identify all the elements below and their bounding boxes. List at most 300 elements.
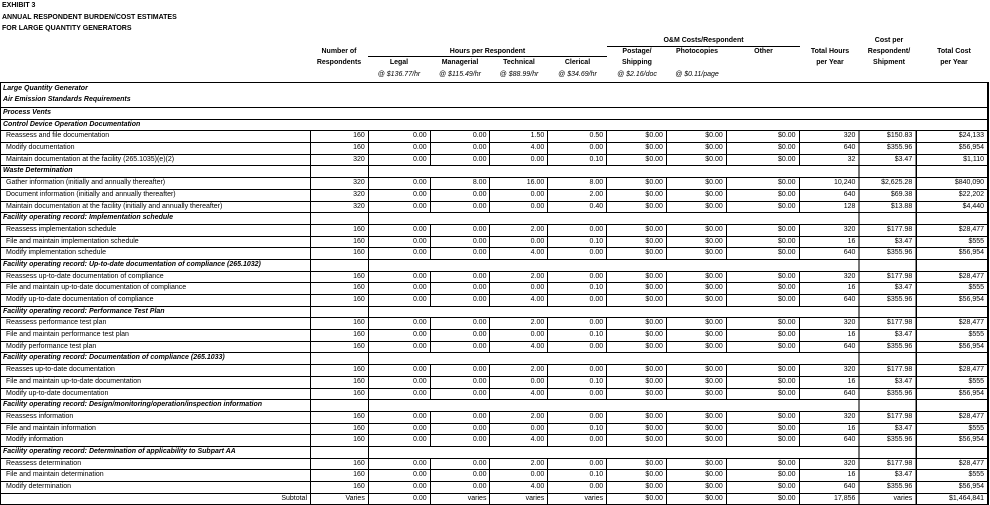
other-cell: $0.00 bbox=[726, 295, 799, 306]
managerial-hours-cell: 0.00 bbox=[430, 377, 490, 388]
section-header-row bbox=[1, 306, 987, 318]
section-header-row bbox=[1, 259, 987, 271]
section-header-row bbox=[1, 399, 987, 411]
other-cell: $0.00 bbox=[726, 143, 799, 154]
clerical-hours-cell: 0.10 bbox=[547, 237, 606, 248]
activity-cell: File and maintain information bbox=[6, 424, 96, 432]
managerial-rate: @ $115.49/hr bbox=[438, 71, 481, 78]
technical-hours-cell: 0.00 bbox=[489, 283, 547, 294]
activity-cell: Maintain documentation at the facility (265.1035)(e)(2) bbox=[6, 155, 175, 163]
clerical-hours-cell: 0.00 bbox=[547, 435, 606, 446]
clerical-hours-cell: 0.00 bbox=[547, 459, 606, 470]
postage-cell: $0.00 bbox=[606, 342, 666, 353]
section-title: Facility operating record: Up-to-date documentation of compliance (265.1032) bbox=[3, 260, 261, 268]
section-title: Process Vents bbox=[3, 109, 51, 116]
postage-cell: $0.00 bbox=[606, 330, 666, 341]
other-cell: $0.00 bbox=[726, 225, 799, 236]
technical-hours-cell: 4.00 bbox=[489, 295, 547, 306]
table-row bbox=[1, 142, 987, 154]
empty-cell bbox=[310, 213, 368, 224]
photocopies-cell: $0.00 bbox=[666, 330, 726, 341]
table-row bbox=[1, 423, 987, 435]
total-cost-header: Total Cost bbox=[937, 48, 971, 55]
technical-hours-cell: 16.00 bbox=[489, 178, 547, 189]
total-hours-cell: 640 bbox=[799, 389, 859, 400]
other-cell: $0.00 bbox=[726, 482, 799, 493]
managerial-hours-cell: 0.00 bbox=[430, 248, 490, 259]
cost-per-header-2: Respondent/ bbox=[867, 48, 911, 55]
empty-span bbox=[368, 260, 858, 271]
cost-per-respondent-cell: $3.47 bbox=[858, 330, 916, 341]
empty-cell bbox=[916, 307, 987, 318]
clerical-hours-cell: 0.10 bbox=[547, 283, 606, 294]
legal-hours-cell: 0.00 bbox=[368, 494, 430, 505]
cost-per-respondent-cell: $177.98 bbox=[858, 225, 916, 236]
table-row bbox=[1, 341, 987, 353]
postage-cell: $0.00 bbox=[606, 494, 666, 505]
clerical-hours-cell: 0.00 bbox=[547, 482, 606, 493]
cost-per-respondent-cell: $177.98 bbox=[858, 459, 916, 470]
photocopies-cell: $0.00 bbox=[666, 295, 726, 306]
activity-cell: File and maintain up-to-date documentation bbox=[6, 377, 142, 385]
technical-hours-cell: 2.00 bbox=[489, 272, 547, 283]
legal-hours-cell: 0.00 bbox=[368, 318, 430, 329]
other-cell: $0.00 bbox=[726, 237, 799, 248]
technical-hours-cell: 0.00 bbox=[489, 237, 547, 248]
clerical-hours-cell: 0.00 bbox=[547, 248, 606, 259]
empty-cell bbox=[916, 353, 987, 364]
other-cell: $0.00 bbox=[726, 494, 799, 505]
total-cost-cell: $4,440 bbox=[916, 202, 987, 213]
section-title: Waste Determination bbox=[3, 167, 73, 175]
clerical-hours-cell: 0.10 bbox=[547, 470, 606, 481]
other-cell: $0.00 bbox=[726, 330, 799, 341]
photocopies-cell: $0.00 bbox=[666, 155, 726, 166]
hours-group-header: Hours per Respondent bbox=[449, 48, 526, 55]
legal-hours-cell: 0.00 bbox=[368, 295, 430, 306]
legal-hours-cell: 0.00 bbox=[368, 470, 430, 481]
postage-header: Postage/ bbox=[622, 48, 652, 55]
activity-cell: Reassess implementation schedule bbox=[6, 225, 117, 233]
respondents-cell: 160 bbox=[310, 470, 368, 481]
clerical-hours-cell: varies bbox=[547, 494, 606, 505]
legal-hours-cell: 0.00 bbox=[368, 248, 430, 259]
total-cost-cell: $840,090 bbox=[916, 178, 987, 189]
section-header-row bbox=[1, 352, 987, 364]
clerical-hours-cell: 0.00 bbox=[547, 143, 606, 154]
postage-cell: $0.00 bbox=[606, 435, 666, 446]
clerical-hours-cell: 2.00 bbox=[547, 190, 606, 201]
other-cell: $0.00 bbox=[726, 283, 799, 294]
total-cost-cell: $56,954 bbox=[916, 248, 987, 259]
total-cost-cell: $28,477 bbox=[916, 459, 987, 470]
postage-cell: $0.00 bbox=[606, 248, 666, 259]
postage-cell: $0.00 bbox=[606, 389, 666, 400]
other-cell: $0.00 bbox=[726, 318, 799, 329]
table-row bbox=[1, 411, 987, 423]
total-cost-cell: $28,477 bbox=[916, 365, 987, 376]
cost-per-header: Cost per bbox=[874, 37, 904, 44]
photocopies-cell: $0.00 bbox=[666, 272, 726, 283]
managerial-hours-cell: 0.00 bbox=[430, 131, 490, 142]
total-cost-cell: $22,202 bbox=[916, 190, 987, 201]
clerical-hours-cell: 0.00 bbox=[547, 295, 606, 306]
other-cell: $0.00 bbox=[726, 470, 799, 481]
total-cost-cell: $1,110 bbox=[916, 155, 987, 166]
technical-hours-cell: 0.00 bbox=[489, 424, 547, 435]
cost-per-respondent-cell: $3.47 bbox=[858, 237, 916, 248]
total-cost-cell: $555 bbox=[916, 283, 987, 294]
photocopies-cell: $0.00 bbox=[666, 202, 726, 213]
legal-hours-cell: 0.00 bbox=[368, 131, 430, 142]
legal-rate: @ $136.77/hr bbox=[377, 71, 421, 78]
total-hours-cell: 320 bbox=[799, 225, 859, 236]
empty-span bbox=[368, 213, 858, 224]
empty-cell bbox=[916, 447, 987, 458]
activity-cell: Modify up-to-date documentation bbox=[6, 389, 109, 397]
cost-per-respondent-cell: $177.98 bbox=[858, 365, 916, 376]
cost-per-respondent-cell: $355.96 bbox=[858, 248, 916, 259]
section-header-row bbox=[1, 119, 987, 131]
total-cost-cell: $1,464,841 bbox=[916, 494, 987, 505]
activity-cell: Modify documentation bbox=[6, 144, 75, 152]
technical-rate: @ $88.99/hr bbox=[499, 71, 539, 78]
technical-hours-cell: 2.00 bbox=[489, 412, 547, 423]
cost-per-respondent-cell: $3.47 bbox=[858, 283, 916, 294]
empty-cell bbox=[916, 260, 987, 271]
managerial-hours-cell: 0.00 bbox=[430, 202, 490, 213]
photocopies-cell: $0.00 bbox=[666, 470, 726, 481]
table-row bbox=[1, 388, 987, 400]
managerial-hours-cell: 0.00 bbox=[430, 424, 490, 435]
legal-hours-cell: 0.00 bbox=[368, 365, 430, 376]
respondents-cell: 320 bbox=[310, 155, 368, 166]
total-hours-cell: 640 bbox=[799, 143, 859, 154]
managerial-header: Managerial bbox=[441, 59, 479, 66]
respondents-cell: 160 bbox=[310, 143, 368, 154]
cost-per-respondent-cell: $355.96 bbox=[858, 295, 916, 306]
legal-header: Legal bbox=[389, 59, 409, 66]
legal-hours-cell: 0.00 bbox=[368, 377, 430, 388]
clerical-hours-cell: 0.10 bbox=[547, 424, 606, 435]
respondents-cell: 160 bbox=[310, 389, 368, 400]
postage-cell: $0.00 bbox=[606, 190, 666, 201]
total-cost-cell: $56,954 bbox=[916, 342, 987, 353]
legal-hours-cell: 0.00 bbox=[368, 389, 430, 400]
empty-cell bbox=[916, 400, 987, 411]
cost-per-respondent-cell: $355.96 bbox=[858, 143, 916, 154]
cost-per-respondent-cell: $355.96 bbox=[858, 342, 916, 353]
legal-hours-cell: 0.00 bbox=[368, 342, 430, 353]
section-title: Facility operating record: Documentation of compliance (265.1033) bbox=[3, 354, 225, 362]
total-hours-cell: 16 bbox=[799, 330, 859, 341]
respondents-cell: 160 bbox=[310, 225, 368, 236]
total-cost-cell: $24,133 bbox=[916, 131, 987, 142]
photocopies-cell: $0.00 bbox=[666, 131, 726, 142]
other-cell: $0.00 bbox=[726, 412, 799, 423]
activity-cell: Modify determination bbox=[6, 483, 71, 490]
technical-hours-cell: 4.00 bbox=[489, 342, 547, 353]
postage-cell: $0.00 bbox=[606, 225, 666, 236]
table-row bbox=[1, 481, 987, 493]
managerial-hours-cell: 0.00 bbox=[430, 225, 490, 236]
total-cost-cell: $56,954 bbox=[916, 389, 987, 400]
section-title: Control Device Operation Documentation bbox=[3, 120, 141, 128]
table-row bbox=[1, 376, 987, 388]
cost-per-respondent-cell: $177.98 bbox=[858, 272, 916, 283]
total-cost-cell: $56,954 bbox=[916, 143, 987, 154]
other-cell: $0.00 bbox=[726, 272, 799, 283]
legal-hours-cell: 0.00 bbox=[368, 202, 430, 213]
photocopies-cell: $0.00 bbox=[666, 342, 726, 353]
respondents-cell: 160 bbox=[310, 272, 368, 283]
respondents-cell: 160 bbox=[310, 342, 368, 353]
postage-cell: $0.00 bbox=[606, 365, 666, 376]
legal-hours-cell: 0.00 bbox=[368, 190, 430, 201]
section-title: Facility operating record: Determination of applicability to Subpart AA bbox=[3, 447, 236, 455]
empty-cell bbox=[858, 260, 916, 271]
technical-hours-cell: 0.00 bbox=[489, 190, 547, 201]
total-cost-cell: $555 bbox=[916, 237, 987, 248]
total-cost-cell: $56,954 bbox=[916, 295, 987, 306]
postage-cell: $0.00 bbox=[606, 377, 666, 388]
empty-cell bbox=[310, 447, 368, 458]
cost-per-respondent-cell: varies bbox=[858, 494, 916, 505]
legal-hours-cell: 0.00 bbox=[368, 283, 430, 294]
cost-per-respondent-cell: $3.47 bbox=[858, 424, 916, 435]
respondents-cell: 160 bbox=[310, 283, 368, 294]
photocopies-cell: $0.00 bbox=[666, 365, 726, 376]
total-hours-cell: 640 bbox=[799, 482, 859, 493]
total-hours-header: Total Hours bbox=[810, 48, 850, 55]
managerial-hours-cell: 0.00 bbox=[430, 190, 490, 201]
other-cell: $0.00 bbox=[726, 248, 799, 259]
cost-per-respondent-cell: $2,625.28 bbox=[858, 178, 916, 189]
technical-hours-cell: 4.00 bbox=[489, 435, 547, 446]
empty-span bbox=[368, 353, 858, 364]
empty-cell bbox=[858, 447, 916, 458]
activity-cell: Document information (initially and annually thereafter) bbox=[6, 190, 176, 198]
empty-cell bbox=[310, 166, 368, 177]
managerial-hours-cell: 0.00 bbox=[430, 155, 490, 166]
postage-cell: $0.00 bbox=[606, 202, 666, 213]
other-cell: $0.00 bbox=[726, 202, 799, 213]
activity-cell: Reassess performance test plan bbox=[6, 319, 107, 327]
activity-cell: Gather information (initially and annually thereafter) bbox=[6, 179, 166, 187]
cost-per-respondent-cell: $69.38 bbox=[858, 190, 916, 201]
activity-cell: File and maintain performance test plan bbox=[6, 331, 129, 339]
total-hours-cell: 16 bbox=[799, 470, 859, 481]
cost-per-respondent-cell: $355.96 bbox=[858, 389, 916, 400]
other-cell: $0.00 bbox=[726, 377, 799, 388]
postage-cell: $0.00 bbox=[606, 470, 666, 481]
total-hours-cell: 16 bbox=[799, 424, 859, 435]
total-hours-cell: 17,856 bbox=[799, 494, 859, 505]
total-cost-header-2: per Year bbox=[940, 59, 968, 66]
table-row bbox=[1, 189, 987, 201]
respondents-cell: 160 bbox=[310, 131, 368, 142]
clerical-hours-cell: 0.00 bbox=[547, 272, 606, 283]
table-row bbox=[1, 130, 987, 142]
total-hours-cell: 32 bbox=[799, 155, 859, 166]
cost-per-respondent-cell: $355.96 bbox=[858, 435, 916, 446]
postage-cell: $0.00 bbox=[606, 295, 666, 306]
clerical-hours-cell: 8.00 bbox=[547, 178, 606, 189]
table-row bbox=[1, 458, 987, 470]
total-cost-cell: $56,954 bbox=[916, 435, 987, 446]
total-hours-cell: 16 bbox=[799, 237, 859, 248]
clerical-hours-cell: 0.50 bbox=[547, 131, 606, 142]
managerial-hours-cell: 0.00 bbox=[430, 143, 490, 154]
clerical-hours-cell: 0.00 bbox=[547, 318, 606, 329]
clerical-header: Clerical bbox=[564, 59, 591, 66]
table-row bbox=[1, 469, 987, 481]
activity-cell: Reassess up-to-date documentation of compliance bbox=[6, 272, 164, 280]
technical-hours-cell: 4.00 bbox=[489, 143, 547, 154]
managerial-hours-cell: 0.00 bbox=[430, 272, 490, 283]
postage-cell: $0.00 bbox=[606, 143, 666, 154]
postage-cell: $0.00 bbox=[606, 482, 666, 493]
other-cell: $0.00 bbox=[726, 459, 799, 470]
total-hours-header-2: per Year bbox=[816, 59, 844, 66]
total-hours-cell: 640 bbox=[799, 248, 859, 259]
other-cell: $0.00 bbox=[726, 365, 799, 376]
total-cost-cell: $28,477 bbox=[916, 225, 987, 236]
empty-span bbox=[368, 166, 858, 177]
postage-cell: $0.00 bbox=[606, 318, 666, 329]
respondents-cell: 160 bbox=[310, 459, 368, 470]
photocopies-cell: $0.00 bbox=[666, 389, 726, 400]
technical-hours-cell: 4.00 bbox=[489, 389, 547, 400]
activity-cell: Maintain documentation at the facility (initially and annually thereafter) bbox=[6, 202, 223, 210]
managerial-hours-cell: varies bbox=[430, 494, 490, 505]
table-row bbox=[1, 317, 987, 329]
table-row bbox=[1, 236, 987, 248]
managerial-hours-cell: 0.00 bbox=[430, 237, 490, 248]
total-cost-cell: $28,477 bbox=[916, 272, 987, 283]
technical-hours-cell: 0.00 bbox=[489, 330, 547, 341]
postage-cell: $0.00 bbox=[606, 412, 666, 423]
section-header-row bbox=[1, 446, 987, 458]
total-cost-cell: $28,477 bbox=[916, 318, 987, 329]
divider bbox=[607, 46, 800, 47]
banner-line-1: Large Quantity Generator bbox=[3, 85, 88, 92]
postage-cell: $0.00 bbox=[606, 283, 666, 294]
managerial-hours-cell: 0.00 bbox=[430, 365, 490, 376]
respondents-cell: 160 bbox=[310, 248, 368, 259]
respondents-cell: 160 bbox=[310, 482, 368, 493]
photocopies-cell: $0.00 bbox=[666, 237, 726, 248]
photocopies-cell: $0.00 bbox=[666, 178, 726, 189]
total-hours-cell: 640 bbox=[799, 435, 859, 446]
clerical-hours-cell: 0.40 bbox=[547, 202, 606, 213]
clerical-hours-cell: 0.00 bbox=[547, 342, 606, 353]
postage-cell: $0.00 bbox=[606, 237, 666, 248]
other-cell: $0.00 bbox=[726, 178, 799, 189]
activity-cell: Reassess determination bbox=[6, 459, 82, 467]
empty-span bbox=[368, 307, 858, 318]
table-row bbox=[1, 434, 987, 446]
table-row bbox=[1, 224, 987, 236]
managerial-hours-cell: 0.00 bbox=[430, 283, 490, 294]
empty-cell bbox=[916, 166, 987, 177]
activity-cell: File and maintain determination bbox=[6, 471, 104, 479]
managerial-hours-cell: 0.00 bbox=[430, 482, 490, 493]
document-subtitle: FOR LARGE QUANTITY GENERATORS bbox=[2, 25, 132, 32]
total-hours-cell: 16 bbox=[799, 377, 859, 388]
legal-hours-cell: 0.00 bbox=[368, 143, 430, 154]
managerial-hours-cell: 0.00 bbox=[430, 412, 490, 423]
respondents-cell: 160 bbox=[310, 377, 368, 388]
clerical-hours-cell: 0.00 bbox=[547, 365, 606, 376]
photocopies-rate: @ $0.11/page bbox=[675, 71, 719, 78]
technical-hours-cell: 0.00 bbox=[489, 377, 547, 388]
empty-cell bbox=[858, 400, 916, 411]
other-cell: $0.00 bbox=[726, 190, 799, 201]
other-cell: $0.00 bbox=[726, 389, 799, 400]
postage-cell: $0.00 bbox=[606, 424, 666, 435]
legal-hours-cell: 0.00 bbox=[368, 330, 430, 341]
legal-hours-cell: 0.00 bbox=[368, 178, 430, 189]
table-row bbox=[1, 364, 987, 376]
technical-hours-cell: varies bbox=[489, 494, 547, 505]
activity-cell: Reassess information bbox=[6, 412, 74, 420]
legal-hours-cell: 0.00 bbox=[368, 424, 430, 435]
managerial-hours-cell: 0.00 bbox=[430, 389, 490, 400]
total-hours-cell: 320 bbox=[799, 459, 859, 470]
banner-line-2: Air Emission Standards Requirements bbox=[3, 96, 131, 103]
managerial-hours-cell: 0.00 bbox=[430, 318, 490, 329]
total-hours-cell: 640 bbox=[799, 342, 859, 353]
activity-cell: Reassess and file documentation bbox=[6, 132, 110, 140]
activity-cell: Modify up-to-date documentation of compliance bbox=[6, 296, 154, 303]
other-header: Other bbox=[754, 48, 773, 55]
cost-per-respondent-cell: $3.47 bbox=[858, 470, 916, 481]
total-cost-cell: $56,954 bbox=[916, 482, 987, 493]
total-hours-cell: 320 bbox=[799, 365, 859, 376]
clerical-hours-cell: 0.00 bbox=[547, 225, 606, 236]
document-title: ANNUAL RESPONDENT BURDEN/COST ESTIMATES bbox=[2, 14, 177, 21]
technical-header: Technical bbox=[503, 59, 535, 66]
technical-hours-cell: 1.50 bbox=[489, 131, 547, 142]
total-hours-cell: 640 bbox=[799, 190, 859, 201]
subtotal-row bbox=[1, 493, 987, 505]
legal-hours-cell: 0.00 bbox=[368, 225, 430, 236]
activity-cell: Modify implementation schedule bbox=[6, 249, 106, 257]
empty-cell bbox=[310, 307, 368, 318]
cost-per-respondent-cell: $355.96 bbox=[858, 482, 916, 493]
empty-span bbox=[368, 447, 858, 458]
photocopies-cell: $0.00 bbox=[666, 143, 726, 154]
technical-hours-cell: 2.00 bbox=[489, 225, 547, 236]
postage-cell: $0.00 bbox=[606, 272, 666, 283]
photocopies-cell: $0.00 bbox=[666, 248, 726, 259]
postage-cell: $0.00 bbox=[606, 178, 666, 189]
activity-cell: File and maintain implementation schedule bbox=[6, 237, 139, 245]
other-cell: $0.00 bbox=[726, 342, 799, 353]
legal-hours-cell: 0.00 bbox=[368, 435, 430, 446]
om-costs-group-header: O&M Costs/Respondent bbox=[663, 37, 744, 44]
divider bbox=[368, 56, 607, 57]
managerial-hours-cell: 8.00 bbox=[430, 178, 490, 189]
section-title: Facility operating record: Design/monitoring/operation/inspection information bbox=[3, 401, 263, 409]
postage-cell: $0.00 bbox=[606, 155, 666, 166]
empty-cell bbox=[858, 166, 916, 177]
total-cost-cell: $555 bbox=[916, 424, 987, 435]
legal-hours-cell: 0.00 bbox=[368, 155, 430, 166]
technical-hours-cell: 2.00 bbox=[489, 459, 547, 470]
photocopies-cell: $0.00 bbox=[666, 318, 726, 329]
